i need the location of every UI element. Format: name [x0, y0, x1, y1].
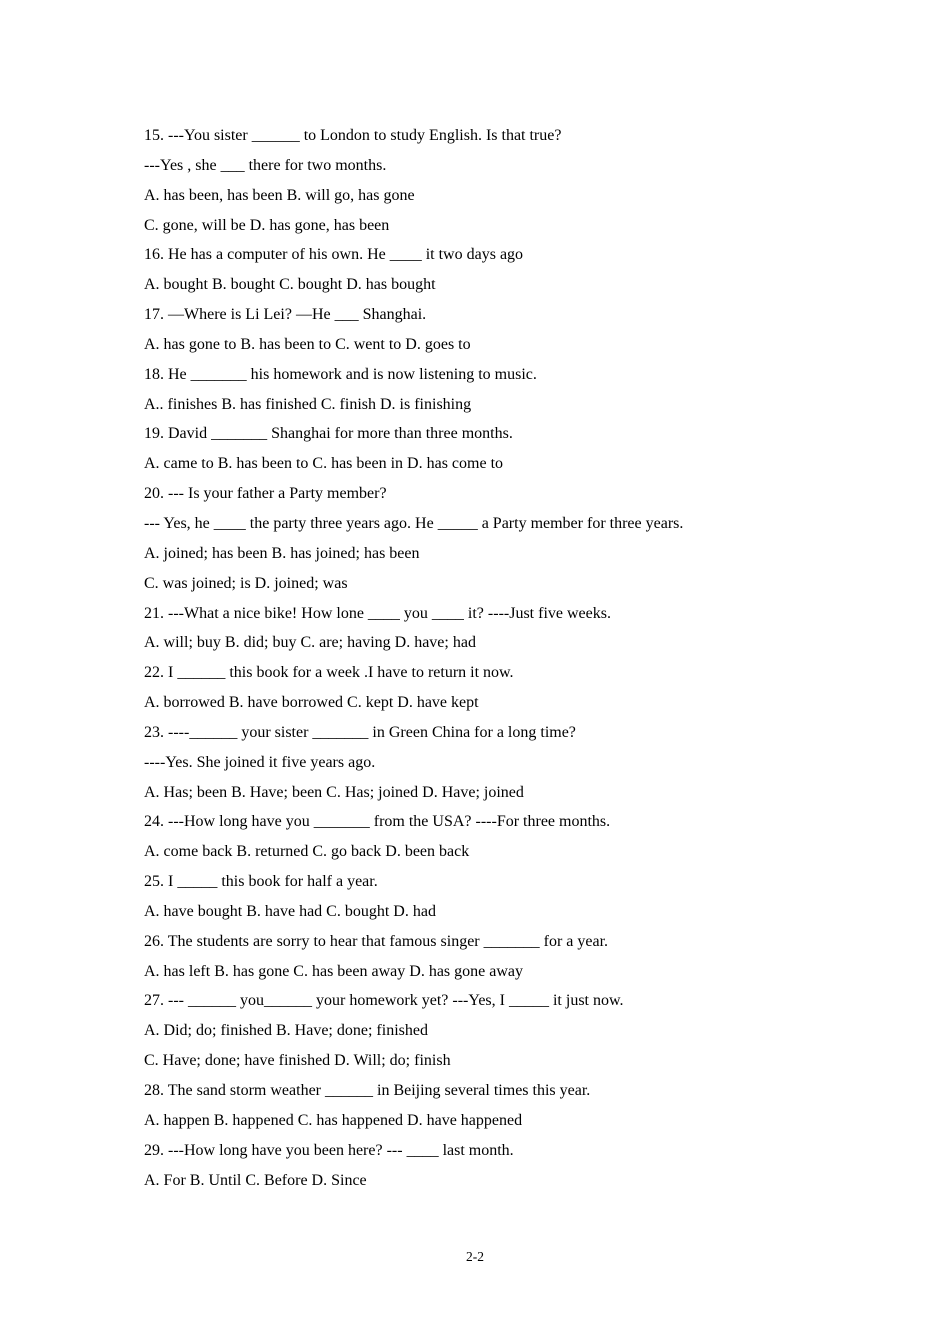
text-line: A. Did; do; finished B. Have; done; finished [144, 1022, 428, 1040]
page-number: 2-2 [466, 1249, 484, 1264]
text-line: A. joined; has been B. has joined; has been [144, 544, 420, 562]
text-line: A. will; buy B. did; buy C. are; having D. have; had [144, 634, 476, 652]
text-line: 25. I _____ this book for half a year. [144, 873, 378, 891]
text-line: A. came to B. has been to C. has been in D. has come to [144, 455, 504, 473]
text-line: A. has been, has been B. will go, has gone [144, 186, 415, 204]
text-line: 27. --- ______ you______ your homework yet? ---Yes, I _____ it just now. [144, 992, 624, 1010]
text-line: C. gone, will be D. has gone, has been [144, 216, 390, 234]
text-line: A. borrowed B. have borrowed C. kept D. have kept [144, 694, 479, 712]
text-line: 17. —Where is Li Lei? —He ___ Shanghai. [144, 306, 427, 324]
text-line: 20. --- Is your father a Party member? [144, 485, 387, 503]
text-line: 22. I ______ this book for a week .I have to return it now. [144, 664, 514, 682]
text-line: A. has left B. has gone C. has been away D. has gone away [144, 962, 524, 980]
text-line: A.. finishes B. has finished C. finish D. is finishing [144, 395, 472, 413]
text-line: A. has gone to B. has been to C. went to D. goes to [144, 335, 471, 353]
text-line: A. Has; been B. Have; been C. Has; joined D. Have; joined [144, 783, 524, 801]
text-line: 21. ---What a nice bike! How lone ____ you ____ it? ----Just five weeks. [144, 604, 611, 622]
text-line: A. For B. Until C. Before D. Since [144, 1171, 367, 1189]
text-line: A. happen B. happened C. has happened D. have happened [144, 1111, 523, 1129]
text-line: 19. David _______ Shanghai for more than three months. [144, 425, 513, 443]
text-line: A. bought B. bought C. bought D. has bought [144, 276, 436, 294]
text-line: A. have bought B. have had C. bought D. had [144, 902, 436, 920]
text-line: 15. ---You sister ______ to London to study English. Is that true? [144, 127, 562, 144]
text-line: 16. He has a computer of his own. He ____ it two days ago [144, 246, 524, 264]
text-line: 24. ---How long have you _______ from the USA? ----For three months. [144, 813, 611, 831]
exercise-text [144, 126, 864, 1200]
text-line: 18. He _______ his homework and is now listening to music. [144, 365, 537, 383]
text-line: --- Yes, he ____ the party three years ago. He _____ a Party member for three years. [144, 514, 684, 532]
text-line: C. Have; done; have finished D. Will; do; finish [144, 1052, 451, 1070]
text-line: ---Yes , she ___ there for two months. [144, 156, 387, 174]
text-line: C. was joined; is D. joined; was [144, 574, 348, 592]
text-line: 26. The students are sorry to hear that famous singer _______ for a year. [144, 932, 609, 950]
text-line: 29. ---How long have you been here? --- ____ last month. [144, 1141, 514, 1159]
text-line: 28. The sand storm weather ______ in Beijing several times this year. [144, 1082, 591, 1099]
text-line: A. come back B. returned C. go back D. been back [144, 843, 470, 861]
text-line: ----Yes. She joined it five years ago. [144, 753, 376, 771]
text-line: 23. ----______ your sister _______ in Green China for a long time? [144, 723, 576, 741]
